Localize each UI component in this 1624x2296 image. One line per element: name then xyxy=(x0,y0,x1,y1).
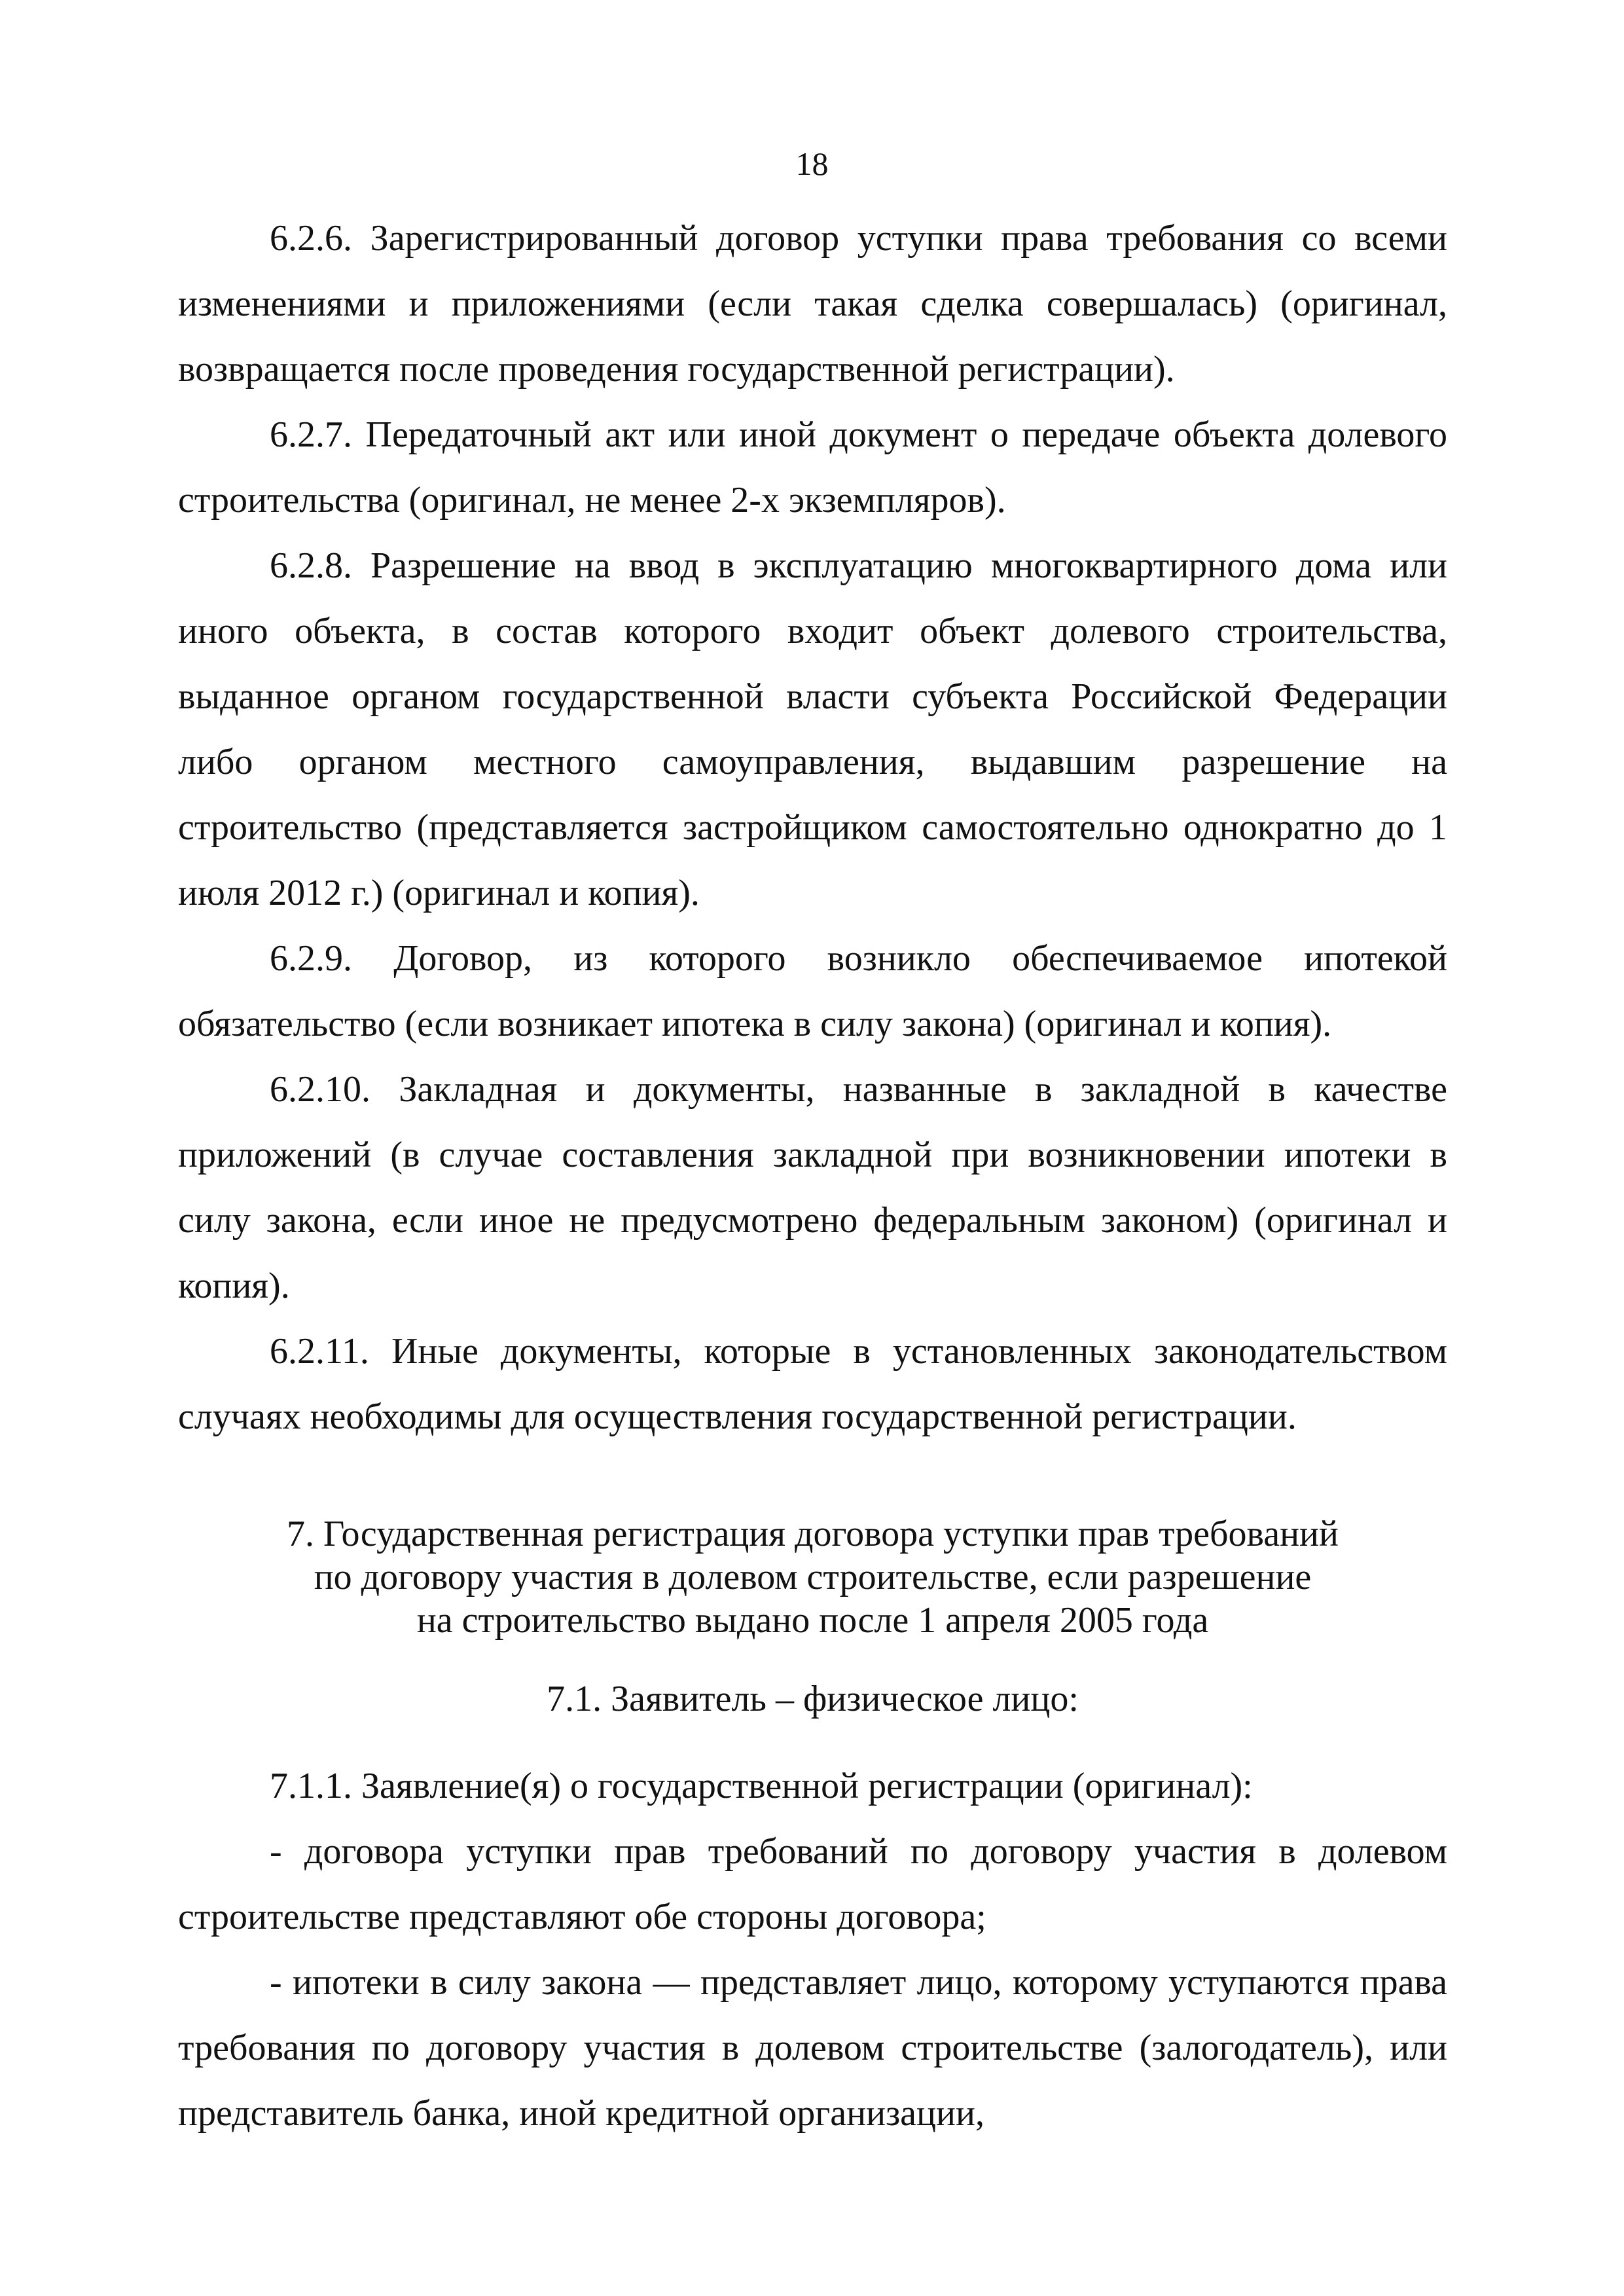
section-7-heading xyxy=(178,1512,1447,1642)
section-7-heading-line-2: по договору участия в долевом строительстве, если разрешение xyxy=(314,1557,1312,1597)
section-7-heading-line-3: на строительство выдано после 1 апреля 2005 года xyxy=(416,1600,1209,1641)
paragraph-6-2-10: 6.2.10. Закладная и документы, названные в закладной в качестве приложений (в случае составления закладной при возникновении ипотеки в силу закона, если иное не предусмотрено федеральным законом) (оригинал и копия). xyxy=(178,1069,1447,1306)
paragraph-6-2-8: 6.2.8. Разрешение на ввод в эксплуатацию многоквартирного дома или иного объекта, в состав которого входит объект долевого строительства, выданное органом государственной власти субъекта Российской Федерации либо органом местного самоуправления, выдавшим разрешение на строительство (представляется застройщиком самостоятельно однократно до 1 июля 2012 г.) (оригинал и копия). xyxy=(178,545,1447,913)
list-item-contract: - договора уступки прав требований по договору участия в долевом строительстве представляют обе стороны договора; xyxy=(178,1831,1447,1937)
page-number: 18 xyxy=(795,145,829,182)
section-7-heading-line-1: 7. Государственная регистрация договора уступки прав требований xyxy=(287,1514,1339,1554)
subsection-7-1-heading: 7.1. Заявитель – физическое лицо: xyxy=(547,1679,1079,1719)
list-item-mortgage: - ипотеки в силу закона — представляет лицо, которому уступаются права требования по договору участия в долевом строительстве (залогодатель), или представитель банка, иной кредитной организации, xyxy=(178,1962,1447,2134)
paragraph-6-2-9: 6.2.9. Договор, из которого возникло обеспечиваемое ипотекой обязательство (если возникает ипотека в силу закона) (оригинал и копия). xyxy=(178,938,1447,1044)
paragraph-6-2-6: 6.2.6. Зарегистрированный договор уступки права требования со всеми изменениями и приложениями (если такая сделка совершалась) (оригинал, возвращается после проведения государственной регистрации). xyxy=(178,218,1447,390)
document-body xyxy=(178,206,1447,2146)
paragraph-7-1-1: 7.1.1. Заявление(я) о государственной регистрации (оригинал): xyxy=(270,1766,1253,1806)
paragraph-6-2-11: 6.2.11. Иные документы, которые в установленных законодательством случаях необходимы для осуществления государственной регистрации. xyxy=(178,1331,1447,1437)
paragraph-6-2-7: 6.2.7. Передаточный акт или иной документ о передаче объекта долевого строительства (оригинал, не менее 2-х экземпляров). xyxy=(178,414,1447,520)
